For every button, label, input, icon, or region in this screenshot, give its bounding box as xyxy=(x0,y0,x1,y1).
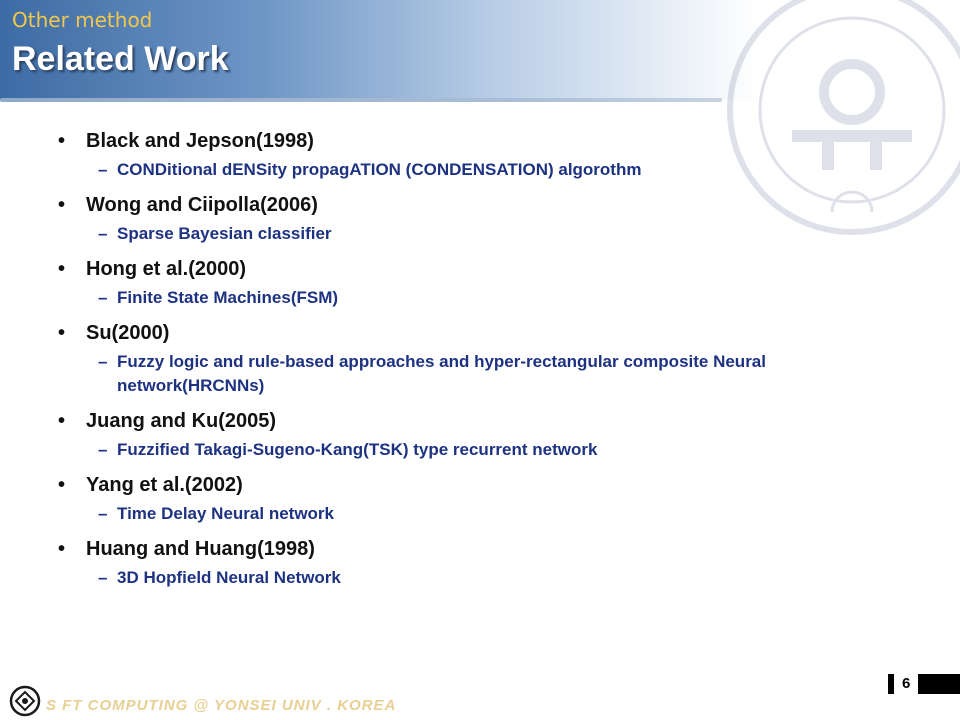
sub-item xyxy=(98,286,878,310)
sub-item-text: Time Delay Neural network xyxy=(117,504,334,523)
dash-icon: – xyxy=(98,288,108,307)
dash-icon: – xyxy=(98,568,108,587)
title-underline xyxy=(0,98,722,102)
bullet-text: Huang and Huang(1998) xyxy=(86,538,315,560)
section-label: Other method xyxy=(12,8,153,32)
sub-item-text: Finite State Machines(FSM) xyxy=(117,288,339,307)
bullet-dot-icon: • xyxy=(58,322,66,344)
sub-item xyxy=(98,502,878,526)
dash-icon: – xyxy=(98,504,108,523)
slide-title: Related Work xyxy=(12,40,229,78)
dash-icon: – xyxy=(98,224,108,243)
dash-icon: – xyxy=(98,440,108,459)
bullet-dot-icon: • xyxy=(58,130,66,152)
bullet-text: Wong and Ciipolla(2006) xyxy=(86,194,318,216)
bullet-item xyxy=(58,252,878,286)
sub-item-text: Fuzzified Takagi-Sugeno-Kang(TSK) type recurrent network xyxy=(117,440,598,459)
bullet-text: Hong et al.(2000) xyxy=(86,258,247,280)
bullet-item xyxy=(58,124,878,158)
sub-item xyxy=(98,566,878,590)
bullet-text: Juang and Ku(2005) xyxy=(86,410,277,432)
bullet-dot-icon: • xyxy=(58,538,66,560)
page-number-box xyxy=(888,674,960,694)
dash-icon: – xyxy=(98,160,108,179)
sub-item-text: CONDitional dENSity propagATION (CONDENSATION) algorothm xyxy=(117,160,642,179)
bullet-dot-icon: • xyxy=(58,474,66,496)
footer-text: S FT COMPUTING @ YONSEI UNIV . KOREA xyxy=(46,697,397,714)
bullet-text: Black and Jepson(1998) xyxy=(86,130,314,152)
bullet-dot-icon: • xyxy=(58,410,66,432)
bullet-dot-icon: • xyxy=(58,194,66,216)
bullet-item xyxy=(58,468,878,502)
page-number: 6 xyxy=(894,674,918,694)
sub-item xyxy=(98,158,878,182)
bullet-item xyxy=(58,316,878,350)
sub-item-text: 3D Hopfield Neural Network xyxy=(117,568,341,587)
sub-item xyxy=(98,438,878,462)
sub-item xyxy=(98,350,878,398)
sub-item-text: Sparse Bayesian classifier xyxy=(117,224,332,243)
bullet-item xyxy=(58,532,878,566)
dash-icon: – xyxy=(98,352,108,371)
sub-item-text: Fuzzy logic and rule-based approaches and hyper-rectangular composite Neural network(HRCNNs) xyxy=(117,352,766,395)
bullet-item xyxy=(58,188,878,222)
sub-item xyxy=(98,222,878,246)
bullet-item xyxy=(58,404,878,438)
bullet-list xyxy=(58,124,878,596)
bullet-text: Yang et al.(2002) xyxy=(86,474,243,496)
soft-computing-logo-icon xyxy=(8,684,42,718)
bullet-text: Su(2000) xyxy=(86,322,170,344)
bullet-dot-icon: • xyxy=(58,258,66,280)
